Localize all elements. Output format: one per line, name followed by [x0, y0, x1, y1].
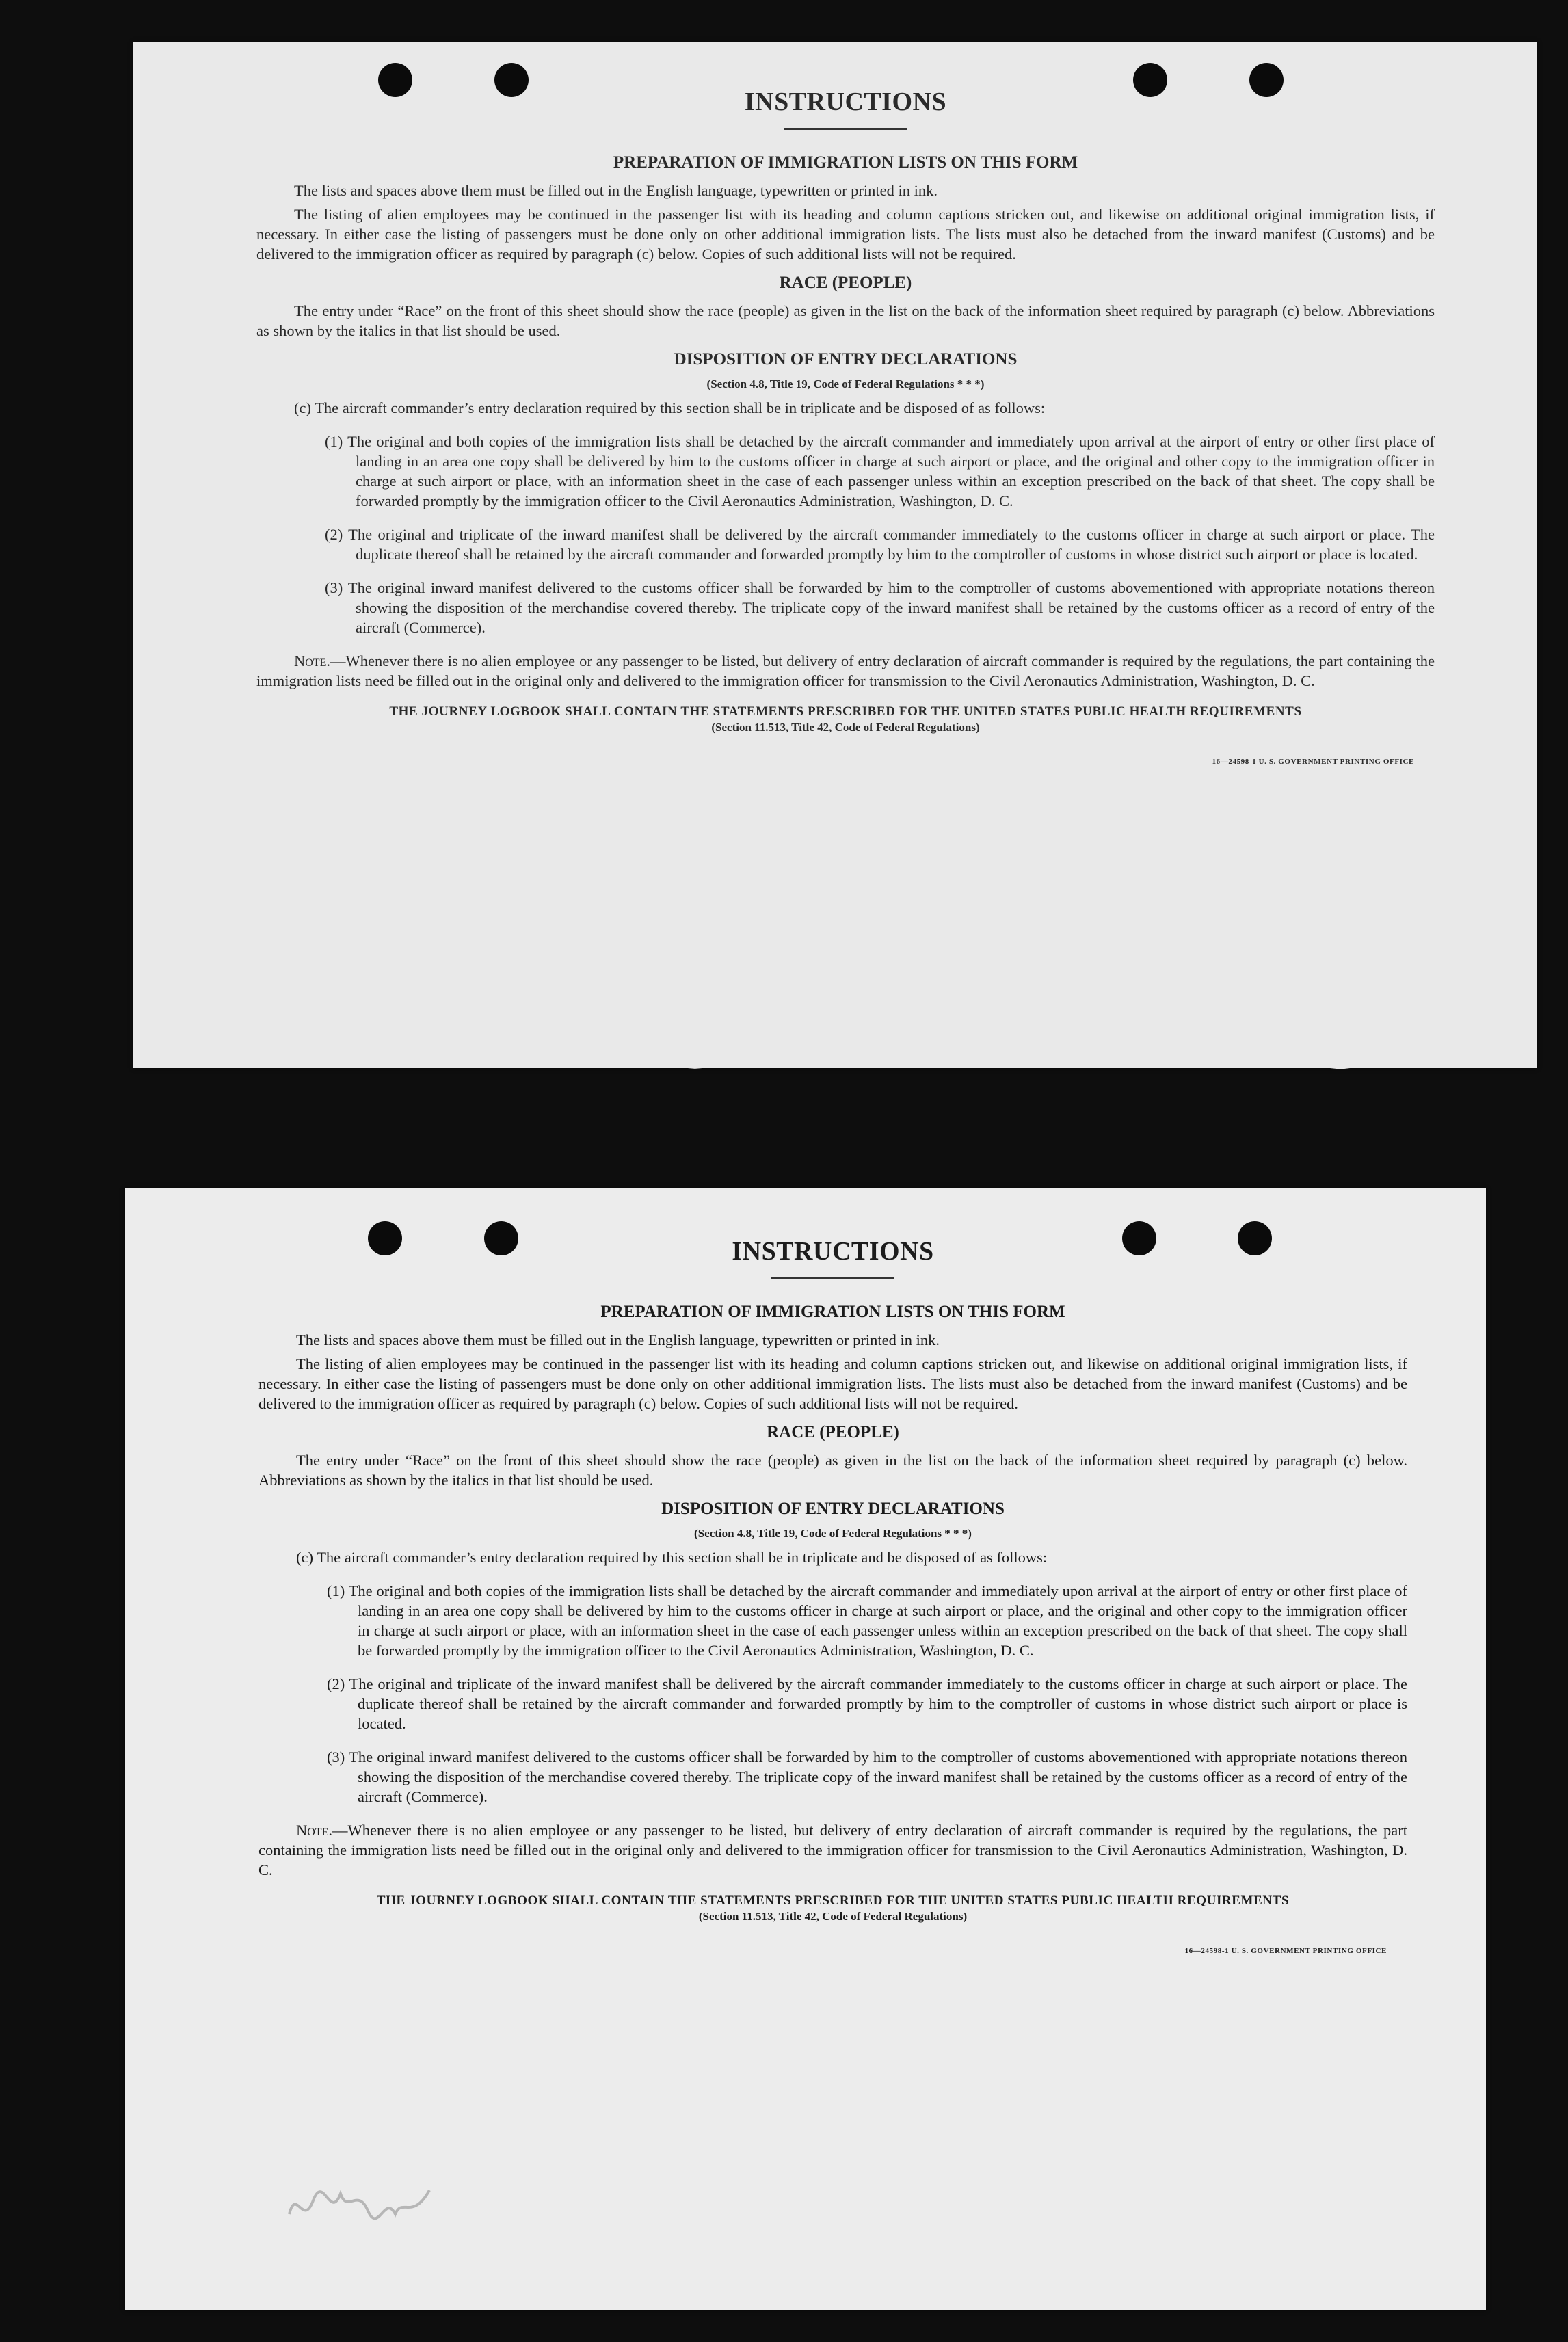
disposition-citation: (Section 4.8, Title 19, Code of Federal Regulations * * *) [694, 1527, 972, 1540]
note-paragraph [258, 1820, 1407, 1880]
paragraph-c-intro: (c) The aircraft commander’s entry declaration required by this section shall be in triplicate and be disposed of as follows: [296, 1549, 1048, 1566]
disposition-citation: (Section 4.8, Title 19, Code of Federal Regulations * * *) [706, 377, 985, 390]
closing-citation: (Section 11.513, Title 42, Code of Federal Regulations) [698, 1910, 968, 1923]
paragraph-preparation-1: The lists and spaces above them must be filled out in the English language, typewritten or printed in ink. [294, 182, 938, 199]
note-label: Note. [294, 652, 330, 669]
page-title: INSTRUCTIONS [732, 1237, 934, 1266]
note-paragraph [256, 651, 1435, 691]
punch-hole [368, 1221, 402, 1255]
section-heading-disposition: DISPOSITION OF ENTRY DECLARATIONS [674, 350, 1018, 369]
punch-hole [1133, 63, 1167, 97]
paragraph-c-intro: (c) The aircraft commander’s entry declaration required by this section shall be in triplicate and be disposed of as follows: [294, 399, 1046, 416]
list-item-1: (1) The original and both copies of the immigration lists shall be detached by the aircraft commander and immediately upon arrival at the airport of entry or other first place of landing in an area one copy shall be delivered by him to the customs officer in charge at such airport or place, and the original and other copy to the immigration officer in charge at such airport or place, with an information sheet in the case of each passenger unless within an exception prescribed on the back of that sheet. The copy shall be forwarded promptly by the immigration officer to the Civil Aeronautics Administration, Washington, D. C. [325, 433, 1435, 509]
note-text: —Whenever there is no alien employee or any passenger to be listed, but delivery of entry declaration of aircraft commander is required by the regulations, the part containing the immigration lists need be filled out in the original only and delivered to the immigration officer for transmission to the Civil Aeronautics Administration, Washington, D. C. [258, 1822, 1407, 1878]
punch-hole [378, 63, 412, 97]
punch-hole [1122, 1221, 1156, 1255]
paragraph-preparation-2: The listing of alien employees may be continued in the passenger list with its heading and column captions stricken out, and likewise on additional original immigration lists, if necessary. In either case the listing of passengers must be done only on other additional immigration lists. The lists must also be detached from the inward manifest (Customs) and be delivered to the immigration officer as required by paragraph (c) below. Copies of such additional lists will not be required. [258, 1355, 1407, 1412]
section-heading-preparation: PREPARATION OF IMMIGRATION LISTS ON THIS FORM [613, 153, 1078, 172]
punch-hole [1238, 1221, 1272, 1255]
section-heading-race: RACE (PEOPLE) [779, 274, 912, 292]
note-label: Note. [296, 1822, 332, 1839]
list-item-3: (3) The original inward manifest delivered to the customs officer shall be forwarded by him to the comptroller of customs abovementioned with appropriate notations thereon showing the disposition of the merchandise covered thereby. The triplicate copy of the inward manifest shall be retained by the customs officer as a record of entry of the aircraft (Commerce). [325, 579, 1435, 636]
torn-edge [133, 1054, 1537, 1079]
closing-citation: (Section 11.513, Title 42, Code of Federal Regulations) [711, 721, 980, 734]
faint-handwriting [282, 2173, 440, 2235]
instruction-sheet-lower [125, 1188, 1486, 2310]
paragraph-race: The entry under “Race” on the front of this sheet should show the race (people) as given in the list on the back of the information sheet required by paragraph (c) below. Abbreviations as shown by the italics in that list should be used. [256, 302, 1435, 339]
section-heading-race: RACE (PEOPLE) [767, 1423, 899, 1441]
punch-hole [484, 1221, 518, 1255]
closing-heading: THE JOURNEY LOGBOOK SHALL CONTAIN THE STATEMENTS PRESCRIBED FOR THE UNITED STATES PUBLIC HEALTH REQUIREMENTS [389, 704, 1302, 719]
list-item-1: (1) The original and both copies of the immigration lists shall be detached by the aircraft commander and immediately upon arrival at the airport of entry or other first place of landing in an area one copy shall be delivered by him to the customs officer in charge at such airport or place, and the original and other copy to the immigration officer in charge at such airport or place, with an information sheet in the case of each passenger unless within an exception prescribed on the back of that sheet. The copy shall be forwarded promptly by the immigration officer to the Civil Aeronautics Administration, Washington, D. C. [327, 1582, 1407, 1659]
closing-heading: THE JOURNEY LOGBOOK SHALL CONTAIN THE STATEMENTS PRESCRIBED FOR THE UNITED STATES PUBLIC HEALTH REQUIREMENTS [376, 1893, 1290, 1908]
section-heading-preparation: PREPARATION OF IMMIGRATION LISTS ON THIS FORM [600, 1303, 1065, 1321]
printer-mark: 16—24598-1 U. S. GOVERNMENT PRINTING OFFICE [1212, 758, 1414, 766]
title-rule [771, 1277, 894, 1279]
note-text: —Whenever there is no alien employee or any passenger to be listed, but delivery of entry declaration of aircraft commander is required by the regulations, the part containing the immigration lists need be filled out in the original only and delivered to the immigration officer for transmission to the Civil Aeronautics Administration, Washington, D. C. [256, 652, 1435, 689]
punch-hole [1249, 63, 1284, 97]
instruction-sheet-upper [133, 42, 1537, 1068]
list-item-2: (2) The original and triplicate of the inward manifest shall be delivered by the aircraft commander immediately to the customs officer in charge at such airport or place. The duplicate thereof shall be retained by the aircraft commander and forwarded promptly by him to the comptroller of customs in whose district such airport or place is located. [325, 526, 1435, 563]
punch-hole [494, 63, 529, 97]
paragraph-preparation-2: The listing of alien employees may be continued in the passenger list with its heading and column captions stricken out, and likewise on additional original immigration lists, if necessary. In either case the listing of passengers must be done only on other additional immigration lists. The lists must also be detached from the inward manifest (Customs) and be delivered to the immigration officer as required by paragraph (c) below. Copies of such additional lists will not be required. [256, 206, 1435, 263]
list-item-3: (3) The original inward manifest delivered to the customs officer shall be forwarded by him to the comptroller of customs abovementioned with appropriate notations thereon showing the disposition of the merchandise covered thereby. The triplicate copy of the inward manifest shall be retained by the customs officer as a record of entry of the aircraft (Commerce). [327, 1748, 1407, 1805]
paragraph-race: The entry under “Race” on the front of this sheet should show the race (people) as given in the list on the back of the information sheet required by paragraph (c) below. Abbreviations as shown by the italics in that list should be used. [258, 1452, 1407, 1489]
section-heading-disposition: DISPOSITION OF ENTRY DECLARATIONS [661, 1500, 1005, 1518]
paragraph-preparation-1: The lists and spaces above them must be filled out in the English language, typewritten or printed in ink. [296, 1331, 940, 1348]
printer-mark: 16—24598-1 U. S. GOVERNMENT PRINTING OFFICE [1184, 1947, 1387, 1955]
list-item-2: (2) The original and triplicate of the inward manifest shall be delivered by the aircraft commander immediately to the customs officer in charge at such airport or place. The duplicate thereof shall be retained by the aircraft commander and forwarded promptly by him to the comptroller of customs in whose district such airport or place is located. [327, 1675, 1407, 1732]
title-rule [784, 128, 907, 130]
page-title: INSTRUCTIONS [744, 88, 947, 116]
